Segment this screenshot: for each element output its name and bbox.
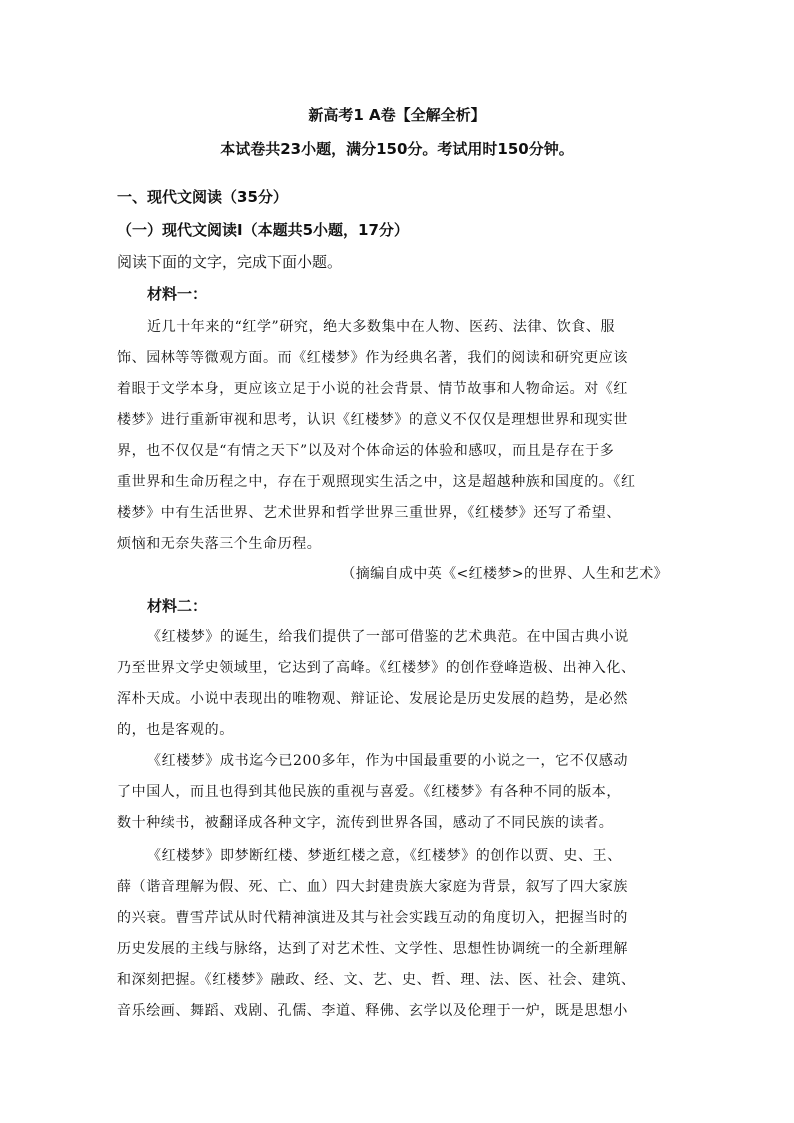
text-line: 《红楼梦》成书迄今已200多年，作为中国最重要的小说之一，它不仅感动 — [147, 753, 629, 769]
text-line: 音乐绘画、舞蹈、戏剧、孔儒、李道、释佛、玄学以及伦理于一炉，既是思想小 — [117, 1003, 628, 1019]
text-line: 的，也是客观的。 — [117, 722, 234, 738]
section-heading: 一、现代文阅读（35分） — [117, 188, 288, 206]
document-subtitle: 本试卷共23小题，满分150分。考试用时150分钟。 — [220, 140, 574, 158]
text-line: 了中国人，而且也得到其他民族的重视与喜爱。《红楼梦》有各种不同的版本， — [117, 784, 621, 800]
text-line: 界，也不仅仅是“有情之天下”以及对个体命运的体验和感叹，而且是存在于多 — [117, 443, 615, 459]
material-2-paragraph-1 — [117, 622, 685, 746]
text-line: 和深刻把握。《红楼梦》融政、经、文、艺、史、哲、理、法、医、社会、建筑、 — [117, 972, 636, 988]
material-1-source: （摘编自成中英《<红楼梦>的世界、人生和艺术》 — [341, 566, 668, 582]
text-line: 饰、园林等等微观方面。而《红楼梦》作为经典名著，我们的阅读和研究更应该 — [117, 350, 628, 366]
material-2-paragraph-2 — [117, 746, 685, 839]
material-1-text — [117, 312, 685, 560]
text-line: 《红楼梦》的诞生，给我们提供了一部可借鉴的艺术典范。在中国古典小说 — [147, 629, 629, 645]
text-line: 重世界和生命历程之中，存在于观照现实生活之中，这是超越种族和国度的。《红 — [117, 474, 636, 490]
material-2-label: 材料二： — [147, 597, 208, 615]
text-line: 楼梦》中有生活世界、艺术世界和哲学世界三重世界，《红楼梦》还写了希望、 — [117, 505, 621, 521]
text-line: 楼梦》进行重新审视和思考，认识《红楼梦》的意义不仅仅是理想世界和现实世 — [117, 412, 628, 428]
text-line: 烦恼和无奈失落三个生命历程。 — [117, 536, 322, 552]
text-line: 历史发展的主线与脉络，达到了对艺术性、文学性、思想性协调统一的全新理解 — [117, 941, 628, 957]
reading-instruction: 阅读下面的文字，完成下面小题。 — [117, 253, 343, 271]
text-line: 近几十年来的“红学”研究，绝大多数集中在人物、医药、法律、饮食、服 — [147, 319, 616, 335]
text-line: 乃至世界文学史领域里，它达到了高峰。《红楼梦》的创作登峰造极、出神入化、 — [117, 660, 636, 676]
document-title: 新高考1 A卷【全解全析】 — [308, 106, 486, 124]
text-line: 的兴衰。曹雪芹试从时代精神演进及其与社会实践互动的角度切入，把握当时的 — [117, 910, 628, 926]
material-1-label: 材料一： — [147, 285, 208, 303]
text-line: 数十种续书，被翻译成各种文字，流传到世界各国，感动了不同民族的读者。 — [117, 815, 614, 831]
text-line: 《红楼梦》即梦断红楼、梦逝红楼之意，《红楼梦》的创作以贾、史、王、 — [147, 848, 622, 864]
text-line: 薛（谐音理解为假、死、亡、血）四大封建贵族大家庭为背景，叙写了四大家族 — [117, 879, 628, 895]
material-2-paragraph-3 — [117, 841, 685, 1027]
text-line: 浑朴天成。小说中表现出的唯物观、辩证论、发展论是历史发展的趋势，是必然 — [117, 691, 628, 707]
subsection-heading: （一）现代文阅读Ⅰ（本题共5小题，17分） — [117, 221, 409, 239]
document-header — [0, 98, 794, 166]
text-line: 着眼于文学本身，更应该立足于小说的社会背景、情节故事和人物命运。对《红 — [117, 381, 628, 397]
